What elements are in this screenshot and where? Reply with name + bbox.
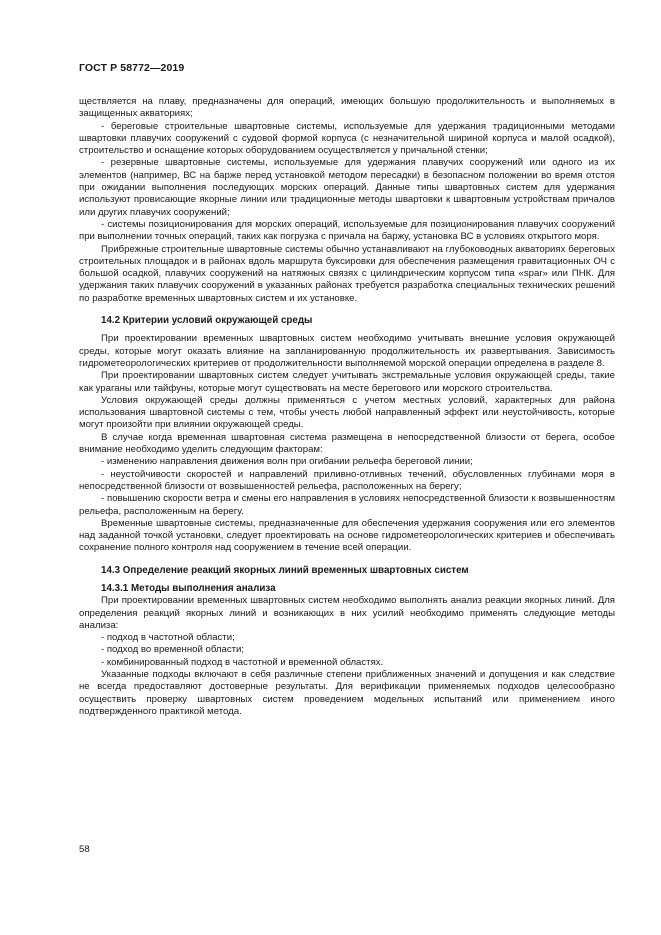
paragraph-nearshore-systems: Прибрежные строительные швартовные системы обычно устанавливают на глубоководных акваториях береговых строительных площадок и в районах вдоль маршрута буксировки для обеспечения размещения гравитационных ОЧ с большой осадкой, плавучих сооружений на натяжных связях с цилиндрическим корпусом типа «spar» или ПНК. Для удержания таких плавучих сооружений в указанных районах требуется разработка специальных технических решений по разработке временных швартовных систем и их установке. xyxy=(79,243,615,304)
paragraph-extreme-conditions: При проектировании швартовных систем следует учитывать экстремальные условия окружающей среды, такие как ураганы или тайфуны, которые могут существовать на месте берегового или морского строительства. xyxy=(79,370,615,394)
paragraph-near-shore-factors: В случае когда временная швартовная система размещена в непосредственной близости от берега, особое внимание необходимо уделить следующим факторам: xyxy=(79,431,615,456)
list-item-reserve-systems: - резервные швартовные системы, используемые для удержания плавучих сооружений или одного из их элементов (например, ВС на барже перед установкой методом пересадки) в безопасном положении во время отстоя при ожидании выполнения последующих морских операций. Данные типы швартовных систем для удержания используют провисающие якорные линии или традиционные методы швартовки к швартовным устройствам причалов или других плавучих сооружений; xyxy=(79,157,615,218)
list-item-positioning-systems: - системы позиционирования для морских операций, используемые для позиционирования плавучих сооружений при выполнении точных операций, таких как погрузка с причала на баржу, установка ВС в условиях открытого моря. xyxy=(79,218,615,243)
list-item-coastal-systems: - береговые строительные швартовные системы, используемые для удержания традиционными методами швартовки плавучих сооружений с судовой формой корпуса (с незначительной шириной корпуса и малой осадкой), строительство и оснащение которых оборудованием осуществляется у причальной стенки; xyxy=(79,120,615,157)
list-item-combined-approach: - комбинированный подход в частотной и временной областях. xyxy=(101,656,384,668)
paragraph-environment-conditions: При проектировании временных швартовных систем необходимо учитывать внешние условия окружающей среды, которые могут оказать влияние на запланированную продолжительность их развертывания. Зависимость гидрометеорологических критериев от продолжительности выполняемой морской операции определена в разделе 8. xyxy=(79,333,615,369)
paragraph-verification: Указанные подходы включают в себя различные степени приближенных значений и допущения и как следствие не всегда предоставляют достоверные результаты. Для верификации применяемых подходов целесообразно осуществить проверку швартовных систем проведением модельных испытаний или применением иного подтвержденного практикой метода. xyxy=(79,669,615,717)
page-body xyxy=(79,96,615,718)
paragraph-continuation: ществляется на плаву, предназначены для операций, имеющих большую продолжительность и выполняемых в защищенных акваториях; xyxy=(79,96,615,120)
paragraph-analysis-methods: При проектировании временных швартовных систем необходимо выполнять анализ реакции якорных линий. Для определения реакций якорных линий и возникающих в них усилий необходимо применять следующие методы анализа: xyxy=(79,595,615,631)
list-item-time-domain: - подход во временной области; xyxy=(101,644,245,656)
list-item-frequency-domain: - подход в частотной области; xyxy=(101,632,235,644)
list-item-wave-direction: - изменению направления движения волн при огибании рельефа береговой линии; xyxy=(101,456,473,468)
list-item-tidal-currents: - неустойчивости скоростей и направлений приливно-отливных течений, обусловленных глубинами моря в непосредственной близости от возвышенностей рельефа, расположенных на берегу; xyxy=(79,468,615,492)
page-number: 58 xyxy=(79,844,90,855)
section-heading-14-2: 14.2 Критерии условий окружающей среды xyxy=(101,315,313,327)
paragraph-temporary-systems-design: Временные швартовные системы, предназначенные для обеспечения удержания сооружения или его элементов над заданной точкой установки, следует проектировать на основе гидрометеорологических критериев и обеспечивать сохранение полного контроля над сооружением в течение всей операции. xyxy=(79,517,615,554)
list-item-wind-speed: - повышению скорости ветра и смены его направления в условиях непосредственной близости к возвышенностям рельефа, расположенным на берегу. xyxy=(79,493,615,517)
document-code-header: ГОСТ Р 58772—2019 xyxy=(79,62,185,74)
section-heading-14-3: 14.3 Определение реакций якорных линий временных швартовных систем xyxy=(101,564,469,576)
section-heading-14-3-1: 14.3.1 Методы выполнения анализа xyxy=(101,582,276,594)
paragraph-local-conditions: Условия окружающей среды должны применяться с учетом местных условий, характерных для района использования швартовной системы с тем, чтобы учесть любой направленный эффект или неустойчивость, которые могут произойти при влиянии окружающей среды. xyxy=(79,394,615,431)
